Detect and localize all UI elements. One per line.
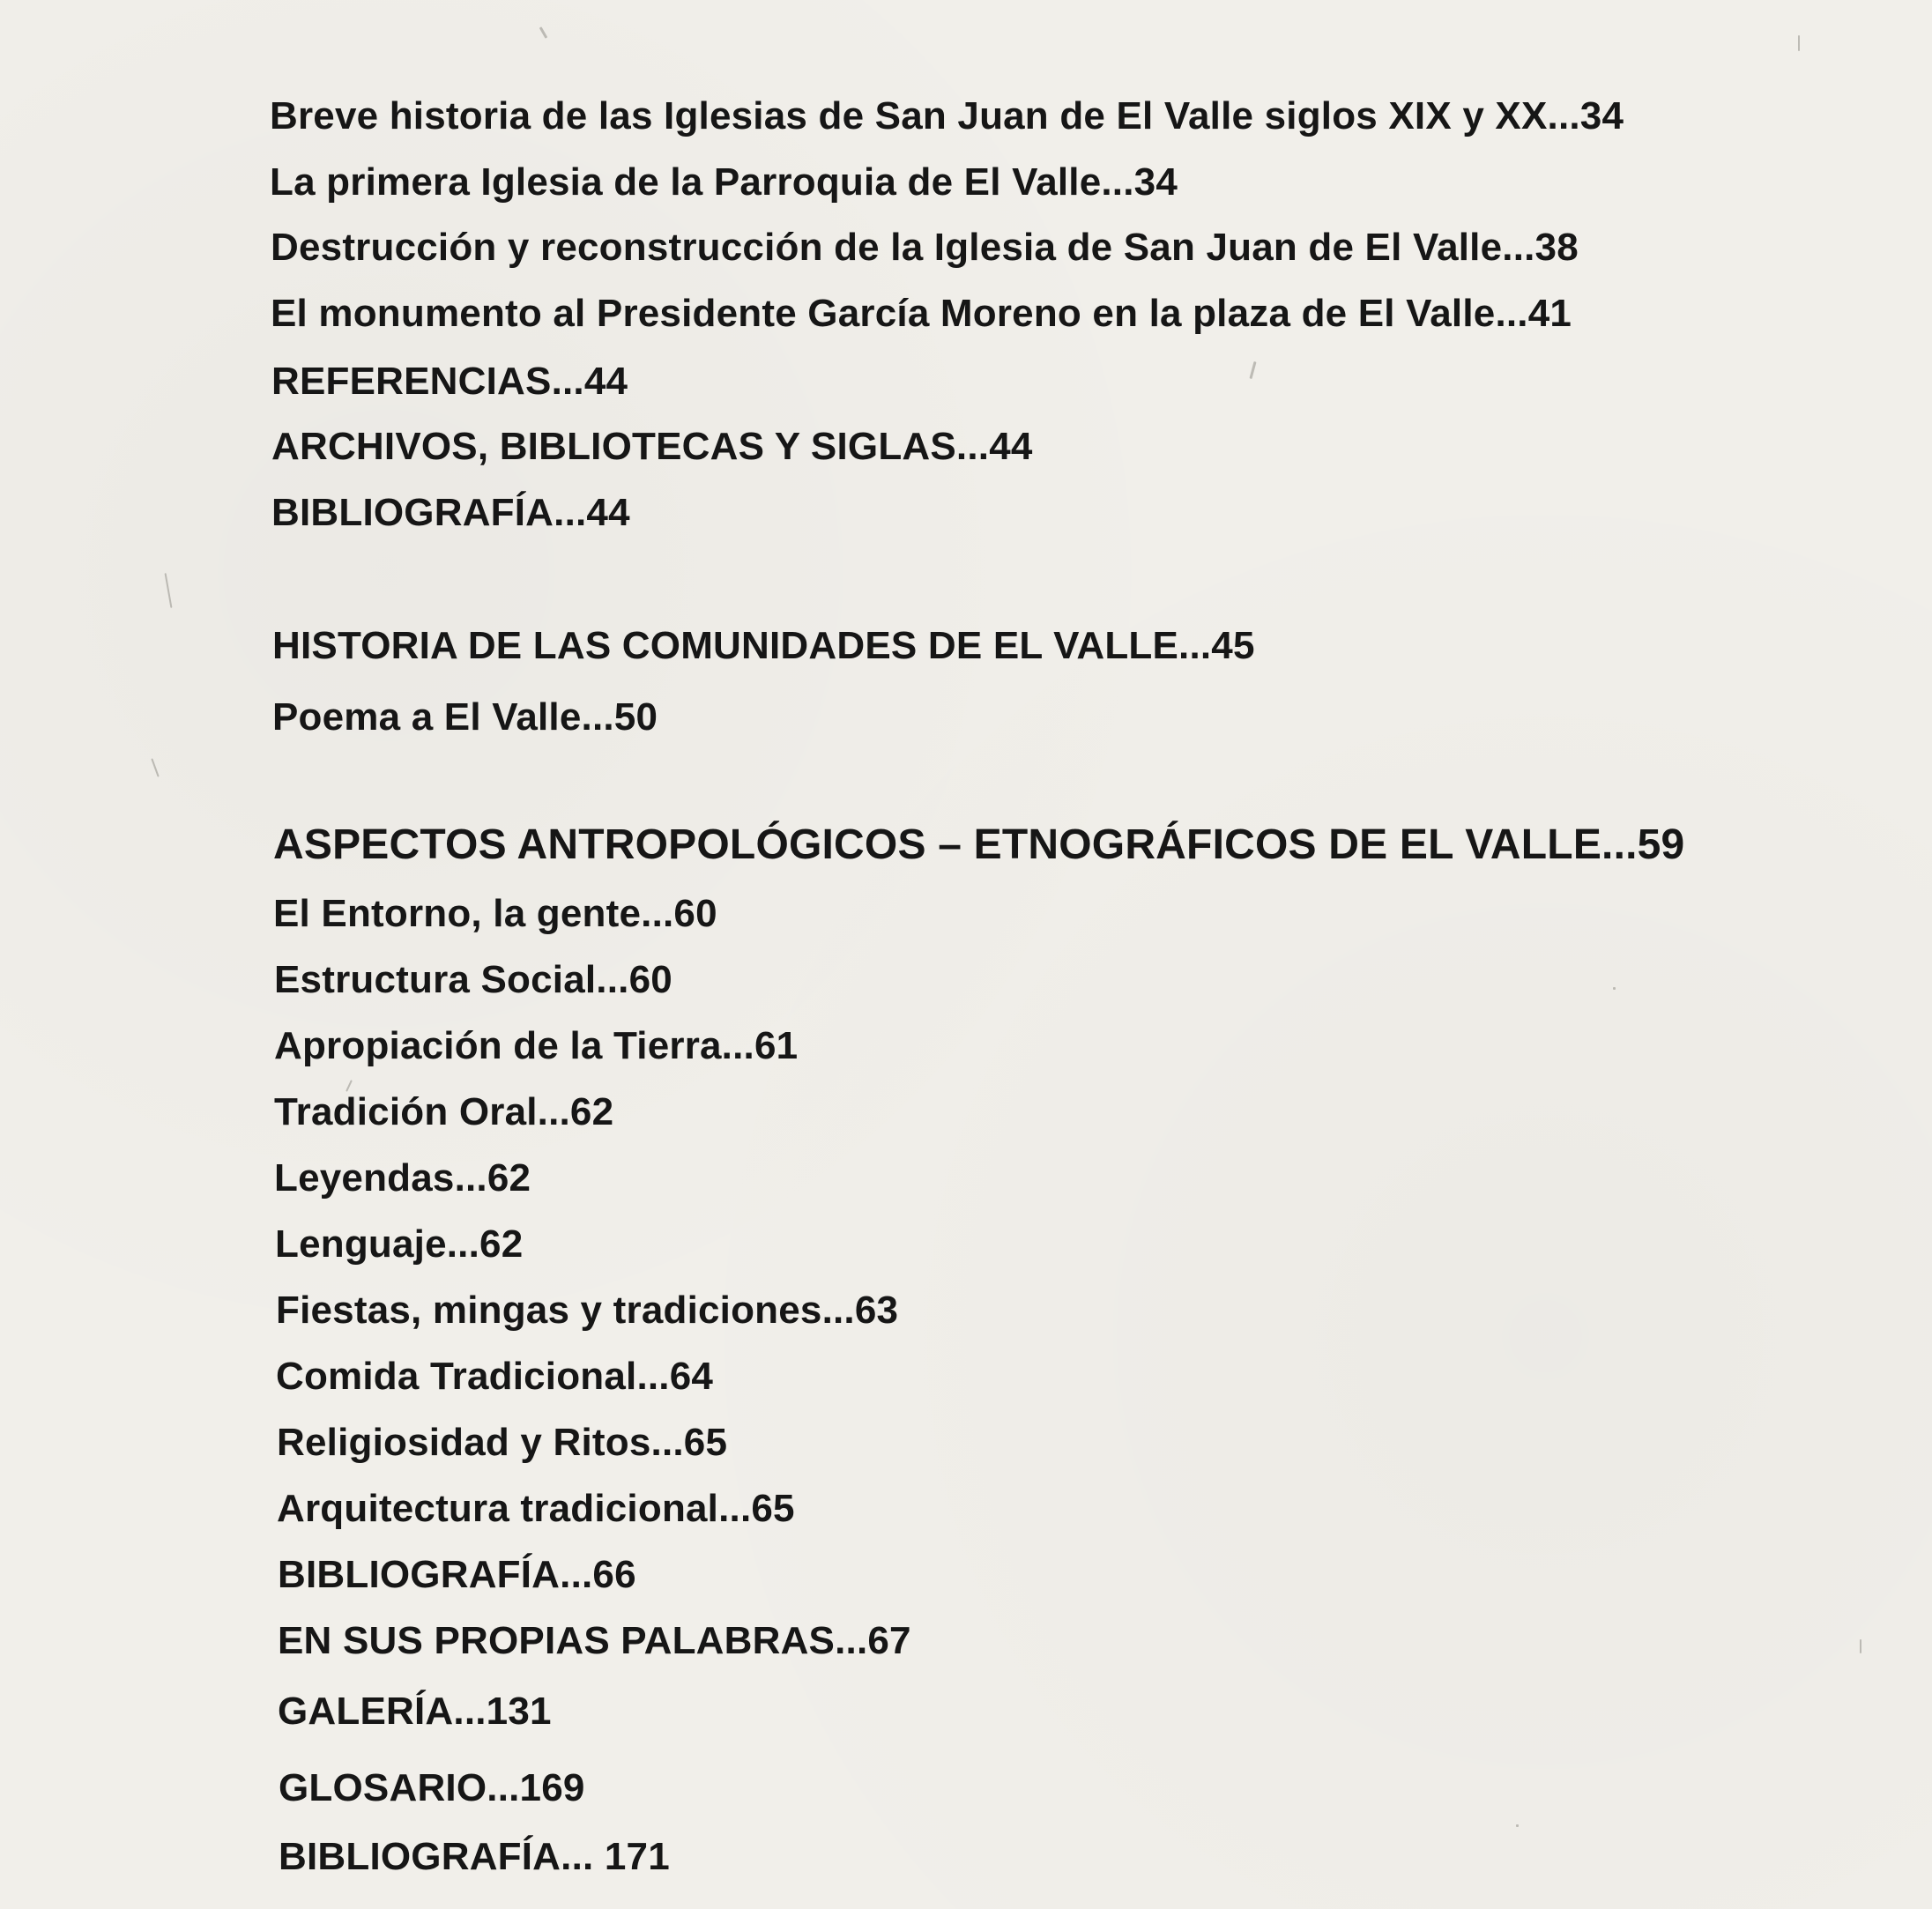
toc-entry-fiestas: Fiestas, mingas y tradiciones...63 [276,1289,899,1332]
toc-entry-estructura-social: Estructura Social...60 [274,958,672,1001]
paper-speck [1613,987,1616,990]
toc-entry-religiosidad: Religiosidad y Ritos...65 [277,1421,728,1464]
toc-entry-comida: Comida Tradicional...64 [276,1355,714,1398]
toc-entry-entorno: El Entorno, la gente...60 [273,892,717,935]
toc-entry-galeria: GALERÍA...131 [278,1690,552,1733]
paper-fiber [1860,1639,1861,1653]
toc-entry-bibliografia-1: BIBLIOGRAFÍA...44 [271,491,630,534]
toc-entry-monumento: El monumento al Presidente García Moreno en la plaza de El Valle...41 [271,292,1572,335]
paper-speck [1516,1824,1519,1827]
toc-entry-aspectos-antropologicos: ASPECTOS ANTROPOLÓGICOS – ETNOGRÁFICOS DE EL VALLE...59 [273,821,1685,868]
toc-entry-lenguaje: Lenguaje...62 [275,1222,524,1266]
toc-entry-archivos: ARCHIVOS, BIBLIOTECAS Y SIGLAS...44 [271,425,1033,468]
toc-entry-leyendas: Leyendas...62 [274,1156,531,1200]
toc-entry-bibliografia-3: BIBLIOGRAFÍA... 171 [279,1835,670,1878]
toc-entry-glosario: GLOSARIO...169 [279,1766,585,1809]
toc-entry-propias-palabras: EN SUS PROPIAS PALABRAS...67 [278,1619,911,1662]
toc-entry-referencias: REFERENCIAS...44 [271,360,628,403]
toc-entry-poema: Poema a El Valle...50 [272,695,658,739]
toc-entry-primera-iglesia: La primera Iglesia de la Parroquia de El Valle...34 [270,160,1178,204]
toc-entry-bibliografia-2: BIBLIOGRAFÍA...66 [278,1553,636,1596]
toc-entry-tradicion-oral: Tradición Oral...62 [274,1090,614,1133]
toc-entry-destruccion: Destrucción y reconstrucción de la Iglesia de San Juan de El Valle...38 [271,226,1579,269]
toc-entry-apropiacion: Apropiación de la Tierra...61 [274,1024,799,1067]
toc-entry-arquitectura: Arquitectura tradicional...65 [277,1487,795,1530]
toc-entry-historia-comunidades: HISTORIA DE LAS COMUNIDADES DE EL VALLE...45 [272,624,1255,667]
paper-fiber [1798,35,1800,51]
toc-entry-breve-historia: Breve historia de las Iglesias de San Juan de El Valle siglos XIX y XX...34 [270,94,1624,137]
